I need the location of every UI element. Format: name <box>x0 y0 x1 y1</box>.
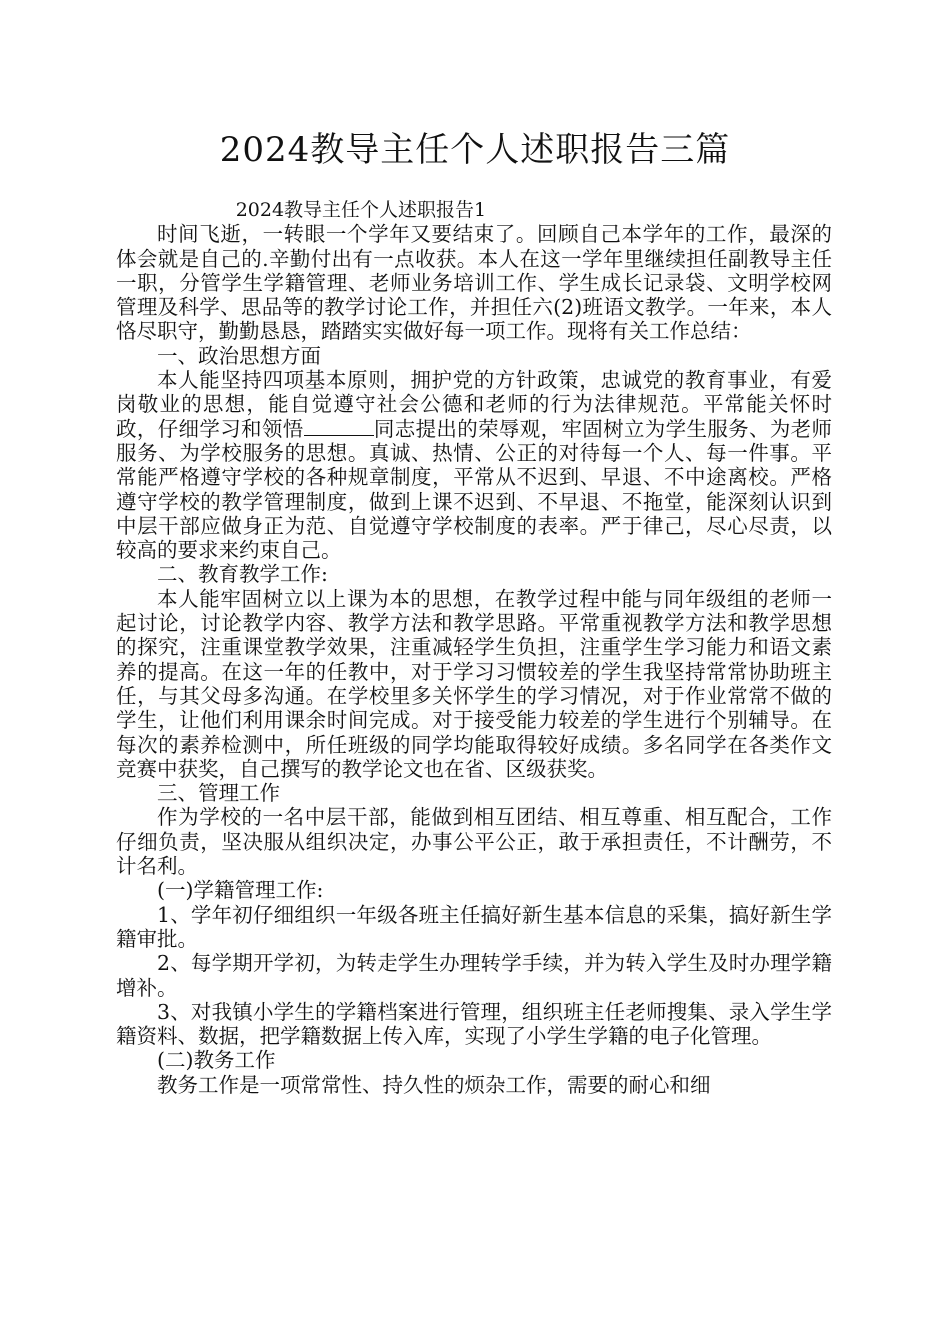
section-heading-teaching: 二、教育教学工作: <box>157 562 328 587</box>
paragraph-records-3: 3、对我镇小学生的学籍档案进行管理，组织班主任老师搜集、录入学生学籍资料、数据，把学籍数据上传入库，实现了小学生学籍的电子化管理。 <box>116 999 832 1049</box>
paragraph-records-2: 2、每学期开学初，为转走学生办理转学手续，并为转入学生及时办理学籍增补。 <box>116 951 832 1000</box>
paragraph-records-1: 1、学年初仔细组织一年级各班主任搞好新生基本信息的采集，搞好新生学籍审批。 <box>116 902 832 951</box>
document-title: 2024教导主任个人述职报告三篇 <box>219 130 731 170</box>
fill-in-blank <box>304 417 374 436</box>
paragraph-political <box>116 368 832 562</box>
paragraph-political-part1: 本人能坚持四项基本原则，拥护党的方针政策，忠诚党的教育事业，有爱岗敬业的思想，能自觉遵守社会公德和老师的行为法律规范。平常能关怀时政，仔细学习和领悟 <box>116 368 832 441</box>
document-body <box>116 198 832 1097</box>
section-heading-political: 一、政治思想方面 <box>157 343 321 368</box>
subsection-heading-records: (一)学籍管理工作: <box>157 878 324 903</box>
paragraph-intro: 时间飞逝，一转眼一个学年又要结束了。回顾自己本学年的工作，最深的体会就是自己的.辛勤付出有一点收获。本人在这一学年里继续担任副教导主任一职，分管学生学籍管理、老师业务培训工作、学生成长记录袋、文明学校网管理及科学、思品等的教学讨论工作，并担任六(2)班语文教学。一年来，本人恪尽职守，勤勤恳恳，踏踏实实做好每一项工作。现将有关工作总结： <box>116 222 832 344</box>
paragraph-teaching: 本人能牢固树立以上课为本的思想，在教学过程中能与同年级组的老师一起讨论，讨论教学内容、教学方法和教学思路。平常重视教学方法和教学思想的探究，注重课堂教学效果，注重减轻学生负担，注重学生学习能力和语文素养的提高。在这一年的任教中，对于学习习惯较差的学生我坚持常常协助班主任，与其父母多沟通。在学校里多关怀学生的学习情况，对于作业常常不做的学生，让他们利用课余时间完成。对于接受能力较差的学生进行个别辅导。在每次的素养检测中，所任班级的同学均能取得较好成绩。多名同学在各类作文竞赛中获奖，自己撰写的教学论文也在省、区级获奖。 <box>116 586 832 781</box>
paragraph-political-part2: 同志提出的荣辱观，牢固树立为学生服务、为老师服务、为学校服务的思想。真诚、热情、公正的对待每一个人、每一件事。平常能严格遵守学校的各种规章制度，平常从不迟到、早退、不中途离校。严格遵守学校的教学管理制度，做到上课不迟到、不早退、不拖堂，能深刻认识到中层干部应做身正为范、自觉遵守学校制度的表率。严于律己，尽心尽责，以较高的要求来约束自己。 <box>116 416 833 563</box>
paragraph-academic-affairs: 教务工作是一项常常性、持久性的烦杂工作，需要的耐心和细 <box>157 1072 711 1097</box>
paragraph-management: 作为学校的一名中层干部，能做到相互团结、相互尊重、相互配合，工作仔细负责，坚决服从组织决定，办事公平公正，敢于承担责任，不计酬劳，不计名利。 <box>116 805 832 879</box>
section-heading-management: 三、管理工作 <box>157 781 280 806</box>
subsection-heading-academic-affairs: (二)教务工作 <box>157 1048 276 1073</box>
report-subtitle: 2024教导主任个人述职报告1 <box>235 199 487 221</box>
